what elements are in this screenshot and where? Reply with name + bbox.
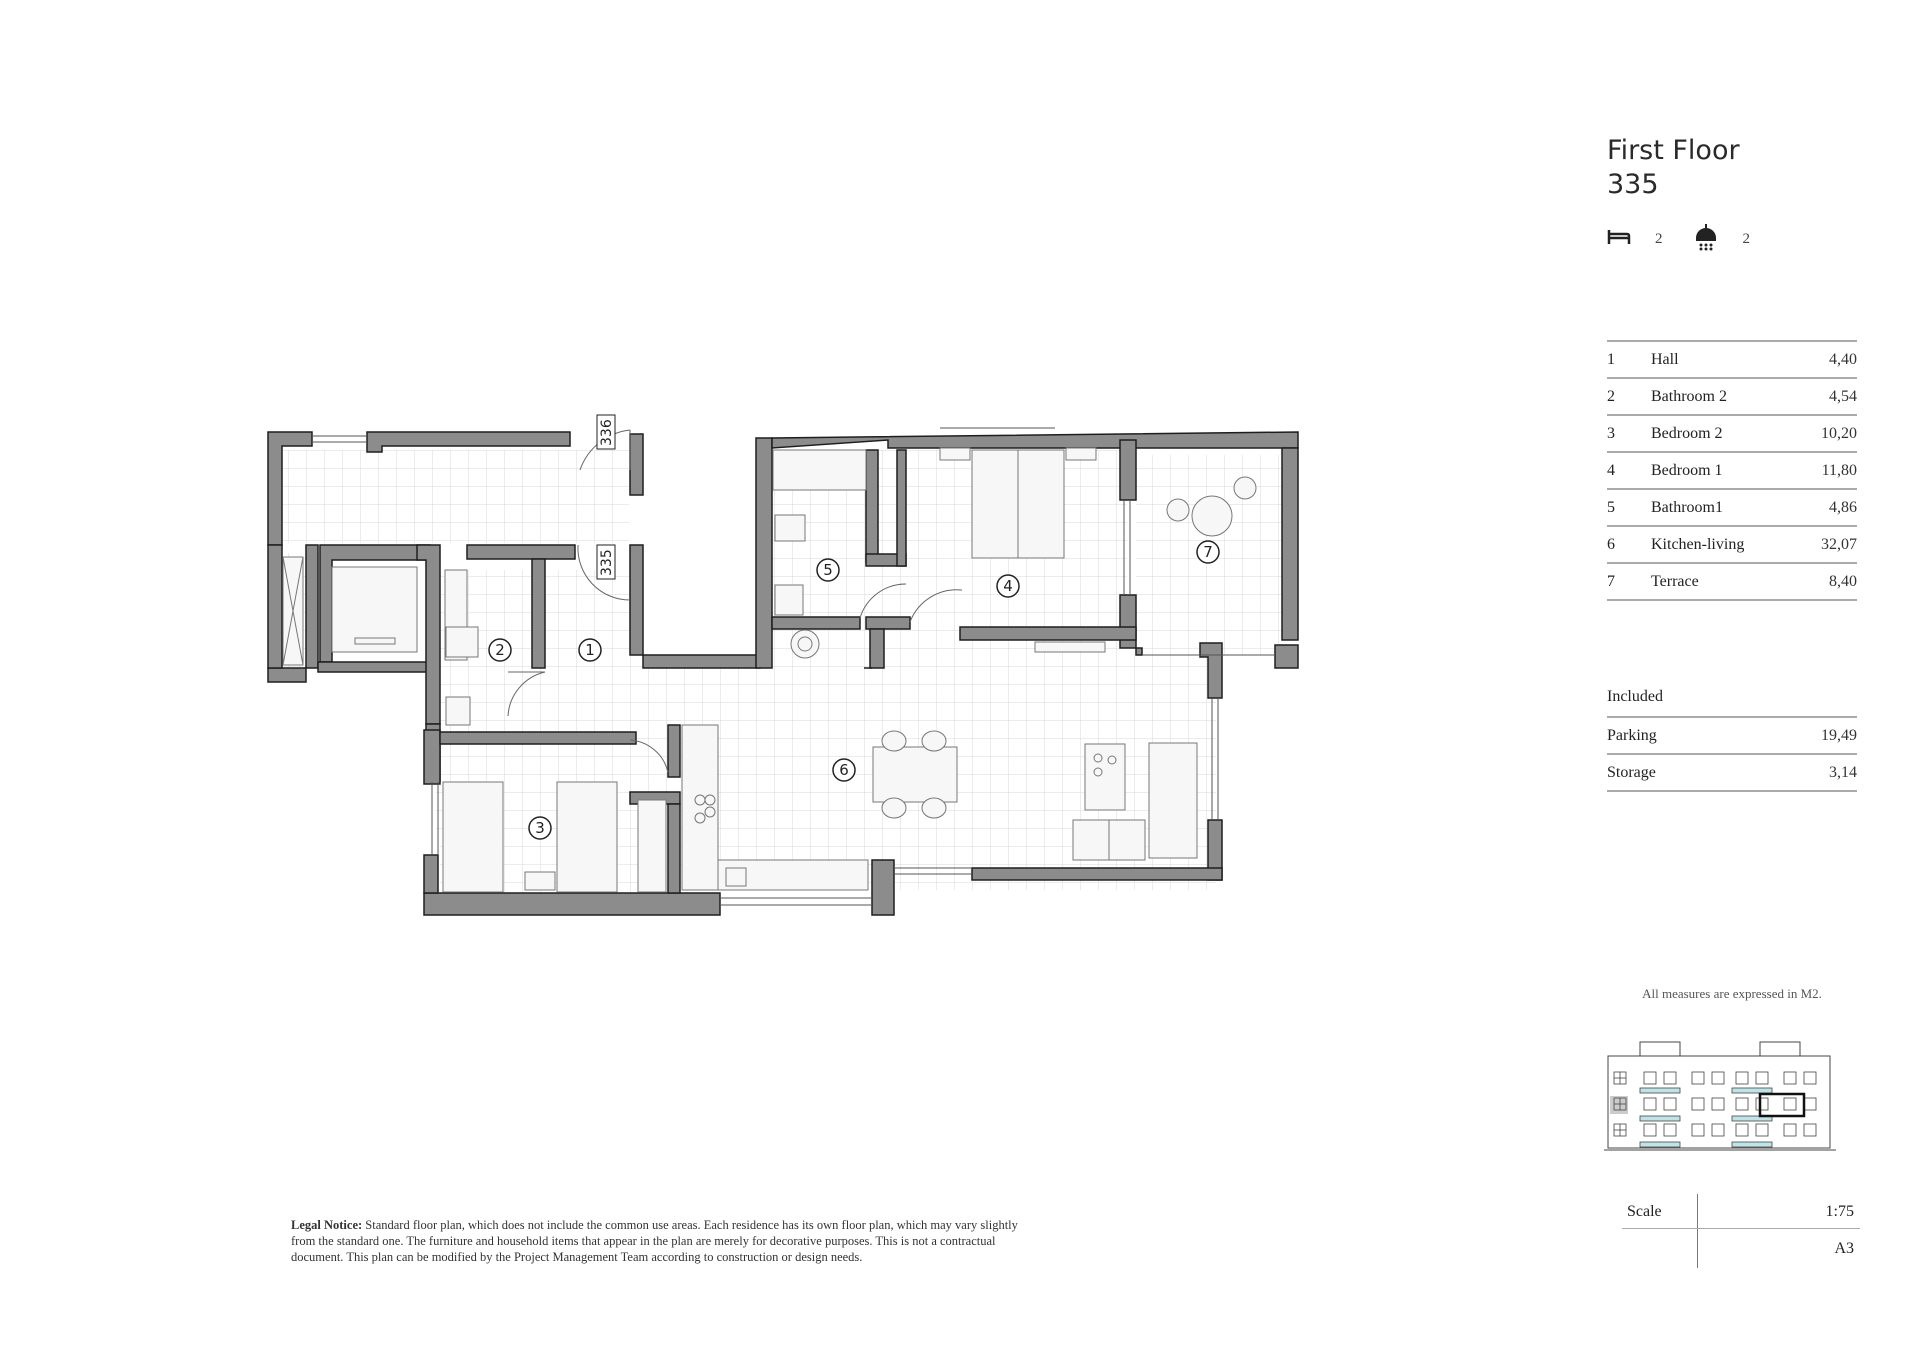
shower-tray (773, 450, 866, 490)
coffee-table (1085, 744, 1125, 810)
single-bed-2 (557, 782, 617, 892)
bedroom-count: 2 (1655, 231, 1663, 247)
measures-note: All measures are expressed in M2. (1642, 986, 1822, 1001)
bathroom-count: 2 (1742, 231, 1750, 247)
single-bed-1 (443, 782, 503, 892)
room-marker-6 (833, 759, 855, 781)
table-row: Storage 3,14 (1607, 754, 1857, 791)
room-marker-5 (817, 559, 839, 581)
door-label-335: 335 (599, 549, 615, 576)
sink-2 (775, 585, 803, 615)
wardrobe-2 (638, 800, 666, 892)
room-marker-1 (579, 639, 601, 661)
unit-number: 335 (1607, 169, 1659, 200)
table-row: 2 Bathroom 2 4,54 (1607, 378, 1857, 415)
table-row: 6 Kitchen-living 32,07 (1607, 526, 1857, 563)
svg-text:7: 7 (1203, 543, 1213, 561)
table-row: 5 Bathroom1 4,86 (1607, 489, 1857, 526)
scale-ratio: 1:75 (1825, 1203, 1854, 1220)
terrace-table (1192, 496, 1232, 536)
door-label-336: 336 (599, 419, 615, 446)
building-location-key (1600, 1036, 1840, 1166)
legal-notice (291, 1217, 1021, 1265)
legal-text: Standard floor plan, which does not include the common use areas. Each residence has its own floor plan, which may vary slightly from the standard one. The furniture and household items that appear in the plan are merely for decorative purposes. This is not a contractual document. This plan can be modified by the Project Management Team according to construction or design needs. (291, 1218, 1018, 1264)
included-heading: Included (1607, 688, 1663, 705)
svg-text:3: 3 (535, 819, 545, 837)
svg-text:2: 2 (495, 641, 505, 659)
scale-box (1622, 1194, 1860, 1268)
shower-icon (1693, 223, 1719, 256)
floor-name: First Floor (1607, 135, 1740, 166)
table-row: 4 Bedroom 1 11,80 (1607, 452, 1857, 489)
room-marker-2 (489, 639, 511, 661)
room-marker-3 (529, 817, 551, 839)
svg-text:4: 4 (1003, 577, 1013, 595)
paper-size: A3 (1834, 1240, 1854, 1257)
bed-icon (1607, 228, 1631, 251)
room-summary (1607, 223, 1780, 256)
sink (446, 697, 470, 725)
table-row: 7 Terrace 8,40 (1607, 563, 1857, 600)
svg-text:6: 6 (839, 761, 849, 779)
room-marker-4 (997, 575, 1019, 597)
svg-text:5: 5 (823, 561, 833, 579)
dining-table (873, 747, 957, 802)
floor-plan (0, 0, 1300, 1000)
room-marker-7 (1197, 541, 1219, 563)
rooms-table (1607, 340, 1857, 601)
legal-label: Legal Notice: (291, 1218, 363, 1232)
plan-title (1607, 134, 1740, 202)
table-row: 1 Hall 4,40 (1607, 341, 1857, 378)
toilet (446, 627, 478, 657)
svg-text:1: 1 (585, 641, 595, 659)
toilet-2 (775, 515, 805, 541)
sofa (1149, 743, 1197, 858)
included-table (1607, 716, 1857, 792)
table-row: Parking 19,49 (1607, 717, 1857, 754)
scale-label: Scale (1627, 1203, 1662, 1220)
table-row: 3 Bedroom 2 10,20 (1607, 415, 1857, 452)
